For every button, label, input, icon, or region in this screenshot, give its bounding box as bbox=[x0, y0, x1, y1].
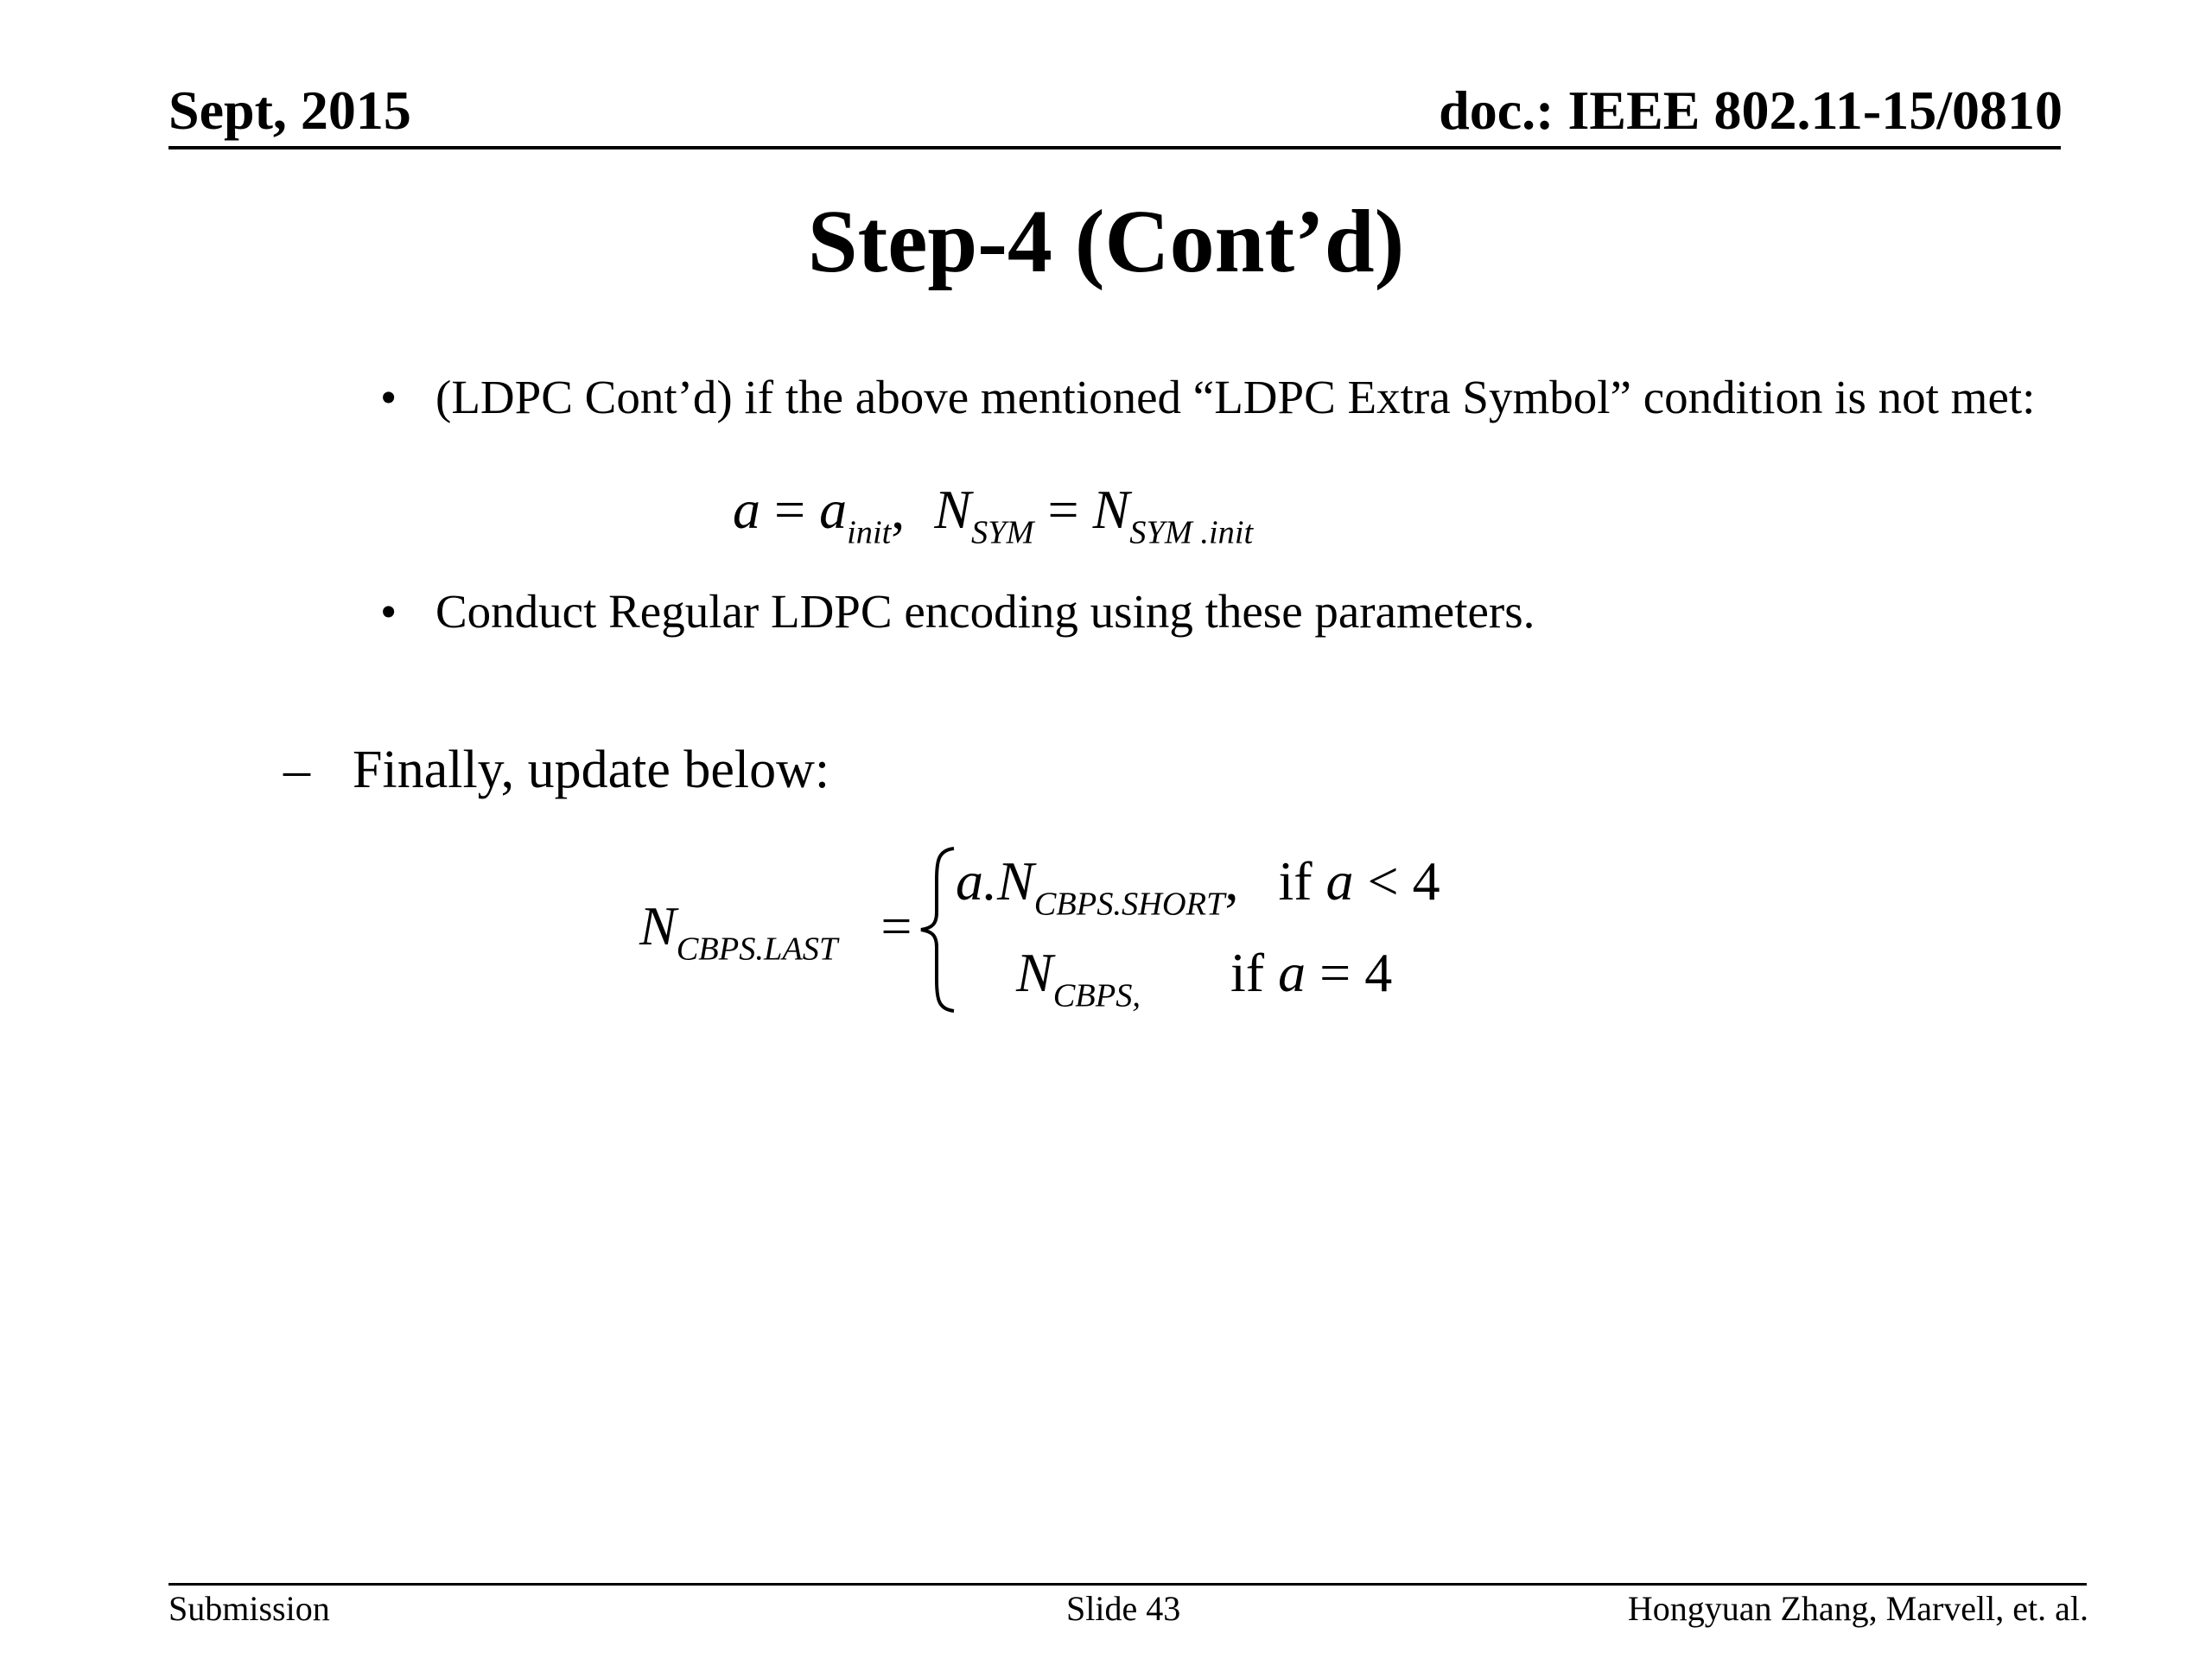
eq2-r1-var: a bbox=[1325, 850, 1354, 912]
eq2-equals: = bbox=[880, 895, 912, 957]
eq1-a-init: a bbox=[819, 479, 848, 540]
equation-row-full-condition bbox=[1230, 942, 1393, 1003]
eq2-r1-n: N bbox=[997, 850, 1034, 912]
eq1-n-sym: N bbox=[934, 479, 971, 540]
equation-a-init bbox=[733, 479, 1254, 551]
eq1-equals-2: = bbox=[1047, 479, 1079, 540]
eq2-r2-var: a bbox=[1278, 942, 1306, 1003]
footer-authors: Hongyuan Zhang, Marvell, et. al. bbox=[1627, 1589, 2088, 1628]
footer-slide-number: Slide 43 bbox=[1066, 1589, 1181, 1628]
bullet-text: (LDPC Cont’d) if the above mentioned “LDPC Extra Symbol” condition is not met: bbox=[435, 371, 2036, 423]
eq2-lhs-sub: CBPS.LAST bbox=[676, 931, 838, 968]
eq1-n-sym-sub: SYM bbox=[970, 514, 1034, 551]
eq1-a-init-sub: init bbox=[847, 514, 892, 551]
header-doc-id: doc.: IEEE 802.11-15/0810 bbox=[1439, 79, 2063, 141]
bullet-text: Conduct Regular LDPC encoding using these parameters. bbox=[435, 585, 1535, 638]
eq2-r2-sub: CBPS, bbox=[1052, 977, 1141, 1014]
footer-submission: Submission bbox=[168, 1589, 330, 1628]
eq1-equals: = bbox=[774, 479, 806, 540]
dash-mark: – bbox=[283, 741, 310, 799]
bullet-mark: • bbox=[380, 585, 397, 638]
eq1-comma: , bbox=[891, 479, 906, 540]
eq1-n-sym-init: N bbox=[1092, 479, 1130, 540]
bullet-mark: • bbox=[380, 371, 397, 423]
curly-brace-icon bbox=[916, 845, 959, 1014]
footer-divider bbox=[168, 1583, 2087, 1586]
eq1-n-sym-init-sub: SYM .init bbox=[1129, 514, 1254, 551]
eq2-lhs-n: N bbox=[639, 895, 677, 957]
slide-title: Step-4 (Cont’d) bbox=[807, 192, 1405, 291]
equation-row-full bbox=[1016, 942, 1141, 1014]
equation-ncbps-last-lhs bbox=[639, 895, 912, 968]
eq2-r2-n: N bbox=[1016, 942, 1053, 1003]
eq2-r2-cond: = 4 bbox=[1319, 942, 1393, 1003]
eq2-r2-if: if bbox=[1230, 942, 1265, 1003]
equation-row-short bbox=[956, 850, 1440, 923]
eq2-r1-if: if bbox=[1278, 850, 1313, 912]
eq2-r1-prefix: a. bbox=[956, 850, 997, 912]
header-date: Sept, 2015 bbox=[168, 79, 411, 141]
eq2-r1-sub: CBPS.SHORT bbox=[1033, 886, 1225, 923]
eq2-r1-comma: , bbox=[1224, 850, 1239, 912]
eq2-r1-cond: < 4 bbox=[1367, 850, 1440, 912]
dash-text: Finally, update below: bbox=[353, 741, 830, 799]
header-divider bbox=[168, 146, 2061, 149]
eq1-a: a bbox=[733, 479, 760, 540]
